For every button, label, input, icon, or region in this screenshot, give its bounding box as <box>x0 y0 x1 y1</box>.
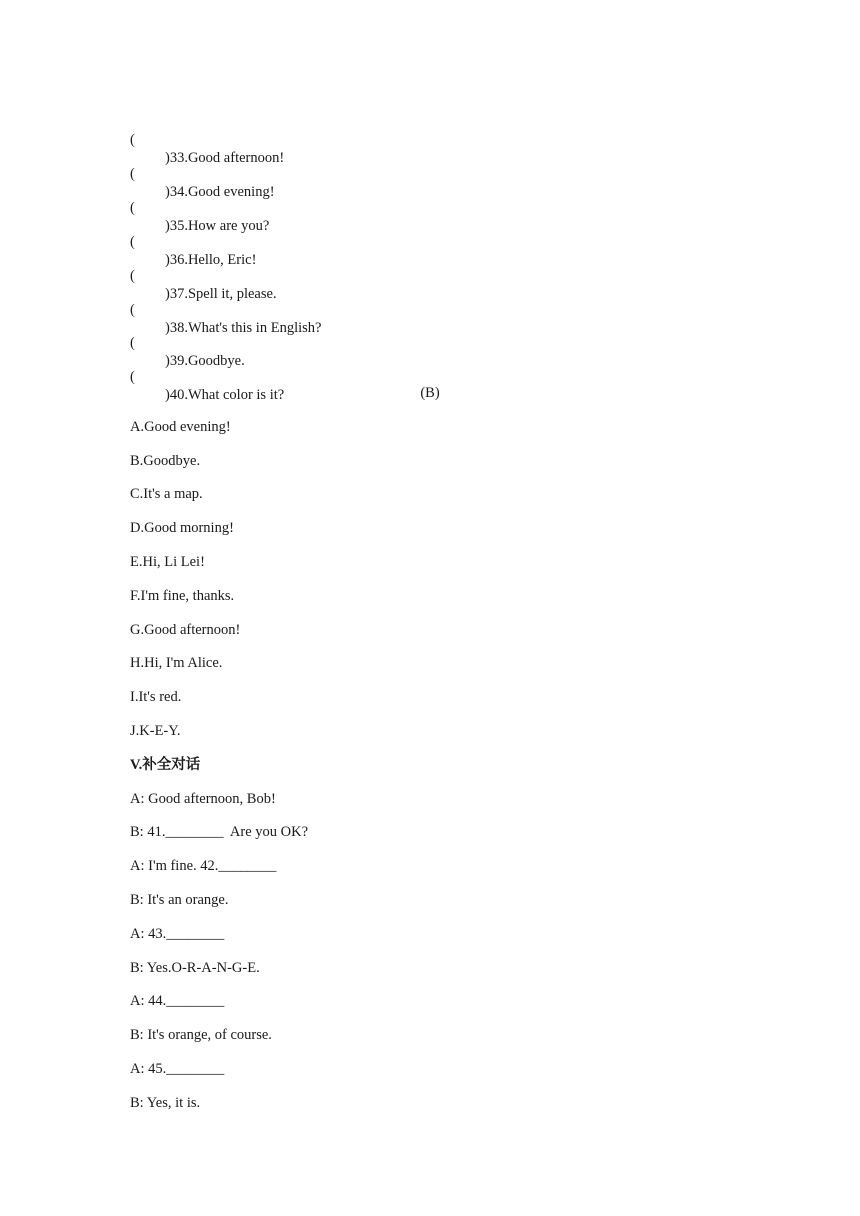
dialogue-line: A: 44.________ <box>130 993 225 1009</box>
dialogue-line: B: It's orange, of course. <box>130 1027 272 1043</box>
answer-blank-paren: ( <box>130 335 135 351</box>
option-item: E.Hi, Li Lei! <box>130 554 205 570</box>
dialogue-line: B: 41.________ Are you OK? <box>130 824 309 840</box>
question-text: )34.Good evening! <box>165 184 275 200</box>
question-text: )39.Goodbye. <box>165 353 245 369</box>
option-item: I.It's red. <box>130 689 182 705</box>
dialogue-line: B: Yes.O-R-A-N-G-E. <box>130 960 260 976</box>
option-item: A.Good evening! <box>130 419 231 435</box>
question-text: )36.Hello, Eric! <box>165 252 257 268</box>
option-item: J.K-E-Y. <box>130 723 181 739</box>
dialogue-line: A: Good afternoon, Bob! <box>130 791 276 807</box>
question-text: )33.Good afternoon! <box>165 150 285 166</box>
dialogue-line: B: Yes, it is. <box>130 1095 201 1111</box>
answer-blank-paren: ( <box>130 234 135 250</box>
option-item: F.I'm fine, thanks. <box>130 588 235 604</box>
option-item: G.Good afternoon! <box>130 622 241 638</box>
dialogue-line: A: I'm fine. 42.________ <box>130 858 277 874</box>
section-v-title: V.补全对话 <box>130 757 201 773</box>
answer-blank-paren: ( <box>130 200 135 216</box>
answer-blank-paren: ( <box>130 369 135 385</box>
question-text: )35.How are you? <box>165 218 270 234</box>
dialogue-line: B: It's an orange. <box>130 892 229 908</box>
question-text: )37.Spell it, please. <box>165 286 277 302</box>
option-item: B.Goodbye. <box>130 453 201 469</box>
column-b-title: (B) <box>420 385 440 401</box>
answer-blank-paren: ( <box>130 132 135 148</box>
dialogue-line: A: 45.________ <box>130 1061 225 1077</box>
answer-blank-paren: ( <box>130 268 135 284</box>
option-item: D.Good morning! <box>130 520 234 536</box>
answer-blank-paren: ( <box>130 302 135 318</box>
dialogue-line: A: 43.________ <box>130 926 225 942</box>
option-item: H.Hi, I'm Alice. <box>130 655 223 671</box>
option-item: C.It's a map. <box>130 486 203 502</box>
question-text: )38.What's this in English? <box>165 320 322 336</box>
answer-blank-paren: ( <box>130 166 135 182</box>
question-text: )40.What color is it? <box>165 387 285 403</box>
